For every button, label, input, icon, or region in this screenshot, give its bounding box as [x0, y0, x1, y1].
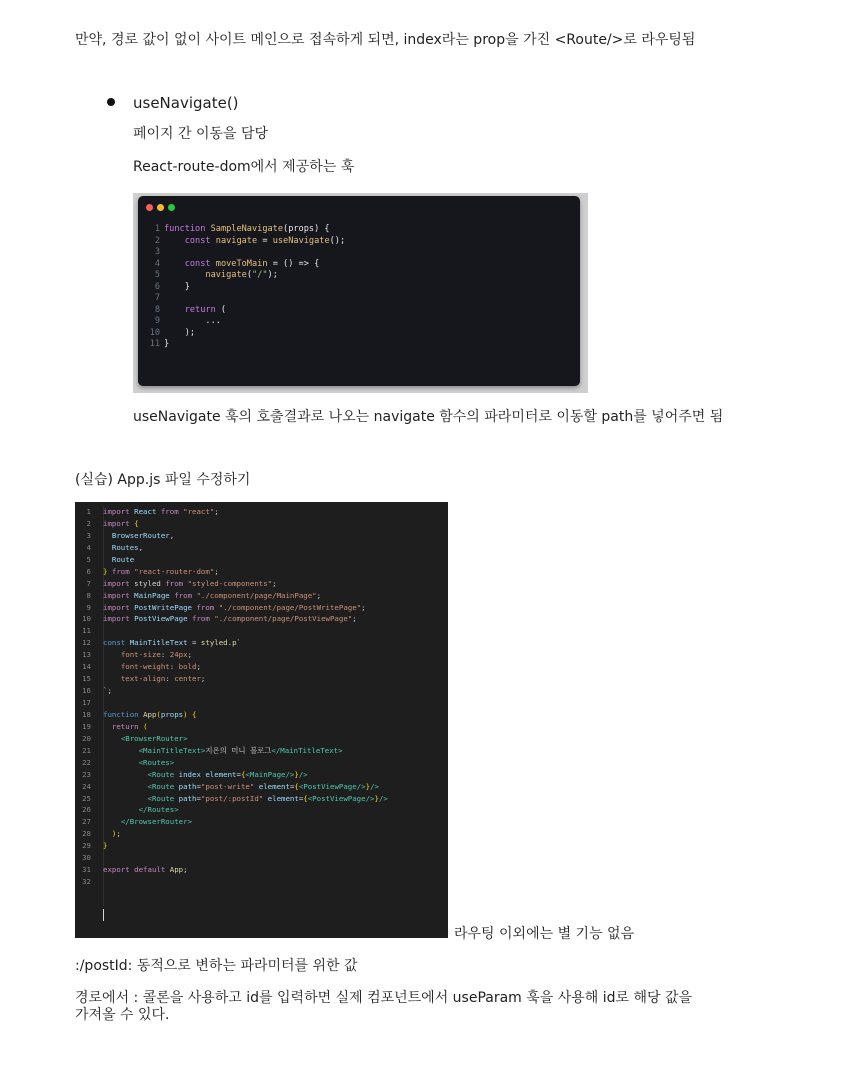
code-line: [75, 530, 448, 542]
code-line: [75, 793, 448, 805]
code-text: <Routes>: [138, 757, 175, 767]
window-minimize-icon: [157, 204, 164, 211]
code-line: [75, 637, 448, 649]
code-line: [138, 316, 580, 328]
code-text: }: [103, 841, 108, 851]
code-line: [75, 506, 448, 518]
code-line: [138, 328, 580, 340]
code-text: import {: [103, 518, 139, 528]
code-text: </Routes>: [138, 805, 179, 815]
line-number: 16: [82, 686, 91, 696]
code-line: [75, 769, 448, 781]
line-number: 7: [154, 293, 160, 303]
code-text: }: [164, 281, 190, 292]
line-number: 3: [86, 530, 91, 540]
code-line: [138, 236, 580, 248]
code-text: Route: [111, 554, 135, 564]
code-line: [75, 852, 448, 864]
code-line: [138, 293, 580, 305]
code-text: );: [164, 327, 196, 338]
line-number: 11: [149, 339, 160, 349]
code-line: [75, 709, 448, 721]
line-number: 17: [82, 698, 91, 707]
code-text: <Route index element={<MainPage/>}/>: [147, 769, 308, 779]
code-line: [138, 224, 580, 236]
code-line: [75, 721, 448, 733]
code-line: [75, 518, 448, 530]
code-line: [138, 270, 580, 282]
side-note: 라우팅 이외에는 별 기능 없음: [454, 926, 635, 942]
line-number: 21: [82, 745, 91, 755]
code-line: [138, 259, 580, 271]
line-number: 25: [82, 793, 91, 803]
line-number: 24: [82, 781, 91, 791]
code-text: text-align: center;: [120, 674, 206, 684]
line-number: 6: [154, 281, 160, 292]
code-text: import PostViewPage from "./component/page/PostViewPage";: [103, 614, 357, 624]
code-text: <Route path="post-write" element={<PostViewPage/>}/>: [147, 781, 379, 791]
line-number: 27: [82, 817, 91, 827]
code-line: [75, 876, 448, 888]
code-block-navigate: [138, 224, 580, 351]
code-text: const navigate = useNavigate();: [184, 235, 346, 246]
code-line: [75, 733, 448, 745]
code-line: [75, 757, 448, 769]
code-text: font-size: 24px;: [120, 650, 193, 660]
line-number: 9: [86, 602, 91, 612]
code-text: navigate("/");: [205, 270, 278, 280]
code-line: [75, 554, 448, 566]
bullet-icon: [107, 98, 115, 106]
line-number: 18: [82, 709, 91, 719]
line-number: 4: [86, 542, 91, 552]
line-number: 9: [154, 316, 160, 326]
code-text: <MainTitleText>지온의 미니 블로그</MainTitleText>: [138, 745, 343, 755]
paragraph-line-1: 경로에서 : 콜론을 사용하고 id를 입력하면 실제 컴포넌트에서 useParam 훅을 사용해 id로 해당 값을: [75, 990, 693, 1006]
code-text: <BrowserRouter>: [120, 733, 188, 743]
line-number: 11: [82, 626, 91, 636]
code-text: );: [111, 829, 121, 839]
code-text: `;: [103, 686, 112, 696]
line-number: 7: [86, 578, 91, 588]
code-line: [75, 804, 448, 816]
line-number: 22: [82, 757, 91, 767]
intro-text: 만약, 경로 값이 없이 사이트 메인으로 접속하게 되면, index라는 prop을 가진 <Route/>로 라우팅됨: [75, 32, 696, 48]
code-text: </BrowserRouter>: [120, 817, 193, 827]
code-text: BrowserRouter,: [111, 530, 175, 540]
code-line: [138, 305, 580, 317]
line-number: 3: [154, 247, 160, 257]
line-number: 1: [86, 507, 91, 516]
window-close-icon: [146, 204, 153, 211]
line-number: 30: [82, 853, 91, 863]
code-text: const MainTitleText = styled.p`: [103, 638, 241, 648]
code-line: [75, 745, 448, 757]
code-block-app-js: [75, 506, 448, 888]
line-number: 15: [82, 674, 91, 684]
code-line: [75, 697, 448, 709]
code-line: [138, 282, 580, 294]
line-number: 8: [154, 304, 160, 315]
code-line: [75, 613, 448, 625]
code-line: [75, 685, 448, 697]
code-text: import PostWritePage from "./component/page/PostWritePage";: [103, 602, 366, 612]
line-number: 26: [82, 805, 91, 815]
code-line: [75, 566, 448, 578]
line-number: 13: [82, 650, 91, 660]
code-line: [75, 625, 448, 637]
code-text: font-weight: bold;: [120, 662, 201, 672]
bullet-desc-1: 페이지 간 이동을 담당: [133, 126, 269, 142]
code-text: function App(props) {: [103, 709, 197, 719]
code-text: <Route path="post/:postId" element={<PostViewPage/>}/>: [147, 793, 388, 803]
line-number: 2: [154, 235, 160, 246]
code-line: [75, 578, 448, 590]
code-text: Routes,: [111, 542, 144, 552]
bullet-title: useNavigate(): [133, 94, 239, 112]
code-line: [75, 649, 448, 661]
line-number: 23: [82, 769, 91, 779]
code-line: [75, 673, 448, 685]
code-text: }: [164, 339, 170, 349]
line-number: 1: [154, 224, 160, 234]
line-number: 8: [86, 590, 91, 600]
code-line: [75, 816, 448, 828]
code-line: [138, 247, 580, 259]
code-text: return (: [184, 304, 227, 315]
line-number: 2: [86, 518, 91, 528]
code-text: import MainPage from "./component/page/MainPage";: [103, 590, 322, 600]
code-line: [75, 661, 448, 673]
code-text: import React from "react";: [103, 507, 219, 516]
code-line: [138, 339, 580, 351]
bullet-after-text: useNavigate 훅의 호출결과로 나오는 navigate 함수의 파라미터로 이동할 path를 넣어주면 됨: [133, 409, 724, 425]
code-text: export default App;: [103, 865, 188, 875]
window-maximize-icon: [168, 204, 175, 211]
code-text: ...: [164, 316, 221, 326]
code-line: [75, 828, 448, 840]
practice-title: (실습) App.js 파일 수정하기: [75, 472, 251, 488]
code-text: import styled from "styled-components";: [103, 578, 277, 588]
post-param-text: :/postId: 동적으로 변하는 파라미터를 위한 값: [75, 958, 358, 974]
code-screenshot-navigate: [138, 196, 580, 386]
line-number: 10: [82, 614, 91, 624]
code-text: function SampleNavigate(props) {: [164, 224, 330, 234]
text-cursor: [103, 909, 104, 921]
code-line: [75, 602, 448, 614]
line-number: 32: [82, 877, 91, 887]
line-number: 29: [82, 841, 91, 851]
code-text: } from "react-router-dom";: [103, 566, 219, 576]
code-line: [75, 781, 448, 793]
code-screenshot-app-js: [75, 502, 448, 938]
code-line: [75, 590, 448, 602]
code-line: [75, 864, 448, 876]
line-number: 5: [86, 554, 91, 564]
paragraph-line-2: 가져올 수 있다.: [75, 1007, 170, 1023]
code-text: const moveToMain = () => {: [184, 258, 320, 269]
line-number: 31: [82, 865, 91, 875]
line-number: 6: [86, 566, 91, 576]
code-text: return (: [111, 721, 148, 731]
code-line: [75, 542, 448, 554]
line-number: 4: [154, 258, 160, 269]
code-line: [75, 840, 448, 852]
line-number: 5: [154, 270, 160, 280]
bullet-desc-2: React-route-dom에서 제공하는 훅: [133, 159, 355, 175]
line-number: 10: [149, 327, 160, 338]
line-number: 20: [82, 733, 91, 743]
line-number: 14: [82, 662, 91, 672]
line-number: 28: [82, 829, 91, 839]
line-number: 19: [82, 721, 91, 731]
line-number: 12: [82, 638, 91, 648]
